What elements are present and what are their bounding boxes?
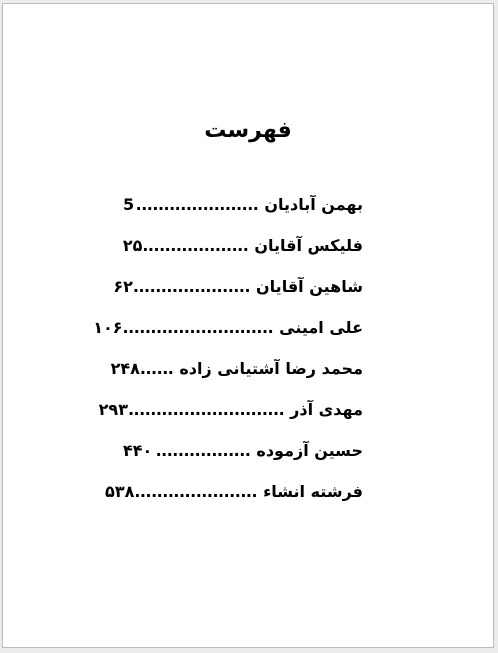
toc-entry [93, 307, 363, 348]
toc-entry-name: فلیکس آقایان [254, 236, 363, 255]
toc-entry-name: شاهین آقایان [256, 277, 363, 296]
toc-entry-leader: ..................... [132, 277, 251, 296]
toc-entry-page: ۶۲ [113, 277, 133, 296]
toc-entry [123, 430, 363, 471]
toc-entry-leader: ...................... [134, 482, 258, 501]
toc-entry [123, 184, 363, 225]
toc-entry-leader: ................... [142, 236, 249, 255]
toc-entry-name: حسین آزموده [256, 441, 363, 460]
toc-entry-leader: ................. [155, 441, 251, 460]
toc-title: فهرست [204, 118, 292, 143]
toc-entry-name: محمد رضا آشتیانی زاده [179, 359, 363, 378]
toc-entry-name: علی امینی [279, 318, 363, 337]
toc-entry-page: ۲۴۸ [110, 359, 140, 378]
toc-entry [105, 471, 363, 512]
table-of-contents [93, 184, 363, 512]
toc-entry-leader: ............................ [127, 400, 285, 419]
toc-entry [98, 389, 363, 430]
toc-entry-page: ۱۰۶ [93, 318, 123, 337]
toc-entry-page: ۲۵ [122, 236, 143, 255]
toc-entry [123, 225, 363, 266]
toc-entry-name: مهدی آذر [290, 400, 363, 419]
toc-entry-page: ۲۹۳ [98, 400, 128, 419]
toc-entry-page: ۴۴۰ [123, 441, 153, 460]
toc-entry-leader: ...... [139, 359, 174, 378]
toc-entry-leader: ...................... [135, 195, 259, 214]
toc-entry [113, 266, 363, 307]
toc-entry-leader: ........................... [122, 318, 274, 337]
toc-entry-page: 5 [123, 195, 135, 214]
toc-entry [110, 348, 363, 389]
toc-entry-page: ۵۳۸ [105, 482, 135, 501]
toc-entry-name: فرشته انشاء [263, 482, 363, 501]
document-page [2, 3, 494, 648]
toc-entry-name: بهمن آبادیان [264, 195, 363, 214]
